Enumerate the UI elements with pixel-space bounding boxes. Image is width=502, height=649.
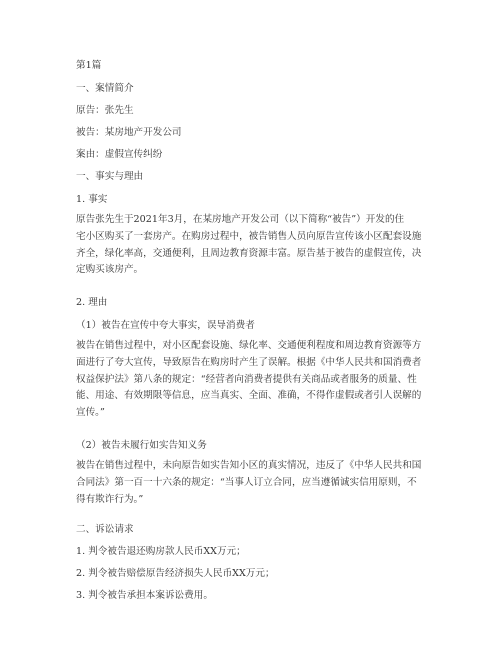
facts-heading: 1. 事实 [76,194,108,205]
reason1-line: 宣传。” [76,407,105,419]
facts-line: 齐全，绿化率高，交通便利，且周边教育资源丰富。原告基于被告的虚假宣传，决 [76,247,422,259]
plaintiff-line: 原告：张先生 [76,105,134,116]
section-heading-facts-reasons: 一、事实与理由 [76,171,144,182]
claim-item: 2. 判令被告赔偿原告经济损失人民币XX万元； [76,568,275,579]
reason1-heading: （1）被告在宣传中夸大事实，误导消费者 [76,320,255,331]
reason2-line: 得有欺诈行为。” [76,493,144,505]
reason1-line: 权益保护法》第八条的规定：“经营者向消费者提供有关商品或者服务的质量、性 [76,373,417,385]
facts-line: 定购买该房产。 [76,264,144,276]
part-heading: 第1篇 [76,60,102,71]
section-heading-claims: 二、诉讼请求 [76,524,134,535]
section-heading-case-summary: 一、案情简介 [76,83,134,94]
facts-line: 原告张先生于2021年3月，在某房地产开发公司（以下简称“被告”）开发的住 [76,214,405,225]
reason1-paragraph [76,338,434,422]
reason1-line: 能、用途、有效期限等信息，应当真实、全面、准确，不得作虚假或者引人误解的 [76,390,422,402]
reason2-line: 合同法》第一百一十六条的规定：“当事人订立合同，应当遵循诚实信用原则，不 [76,476,417,488]
reason1-line: 被告在销售过程中，对小区配套设施、绿化率、交通便利程度和周边教育资源等方 [76,340,422,351]
cause-line: 案由：虚假宣传纠纷 [76,149,163,160]
reason2-heading: （2）被告未履行如实告知义务 [76,440,207,451]
facts-paragraph [76,212,434,279]
facts-line: 宅小区购买了一套房产。在购房过程中，被告销售人员向原告宣传该小区配套设施 [76,230,422,242]
reason1-line: 面进行了夸大宣传，导致原告在购房时产生了误解。根据《中华人民共和国消费者 [76,356,422,368]
claim-item: 3. 判令被告承担本案诉讼费用。 [76,590,213,601]
reason2-paragraph [76,458,434,508]
defendant-line: 被告：某房地产开发公司 [76,127,182,138]
reasons-heading: 2. 理由 [76,297,108,308]
claim-item: 1. 判令被告退还购房款人民币XX万元； [76,546,246,557]
reason2-line: 被告在销售过程中，未向原告如实告知小区的真实情况，违反了《中华人民共和国 [76,460,422,471]
